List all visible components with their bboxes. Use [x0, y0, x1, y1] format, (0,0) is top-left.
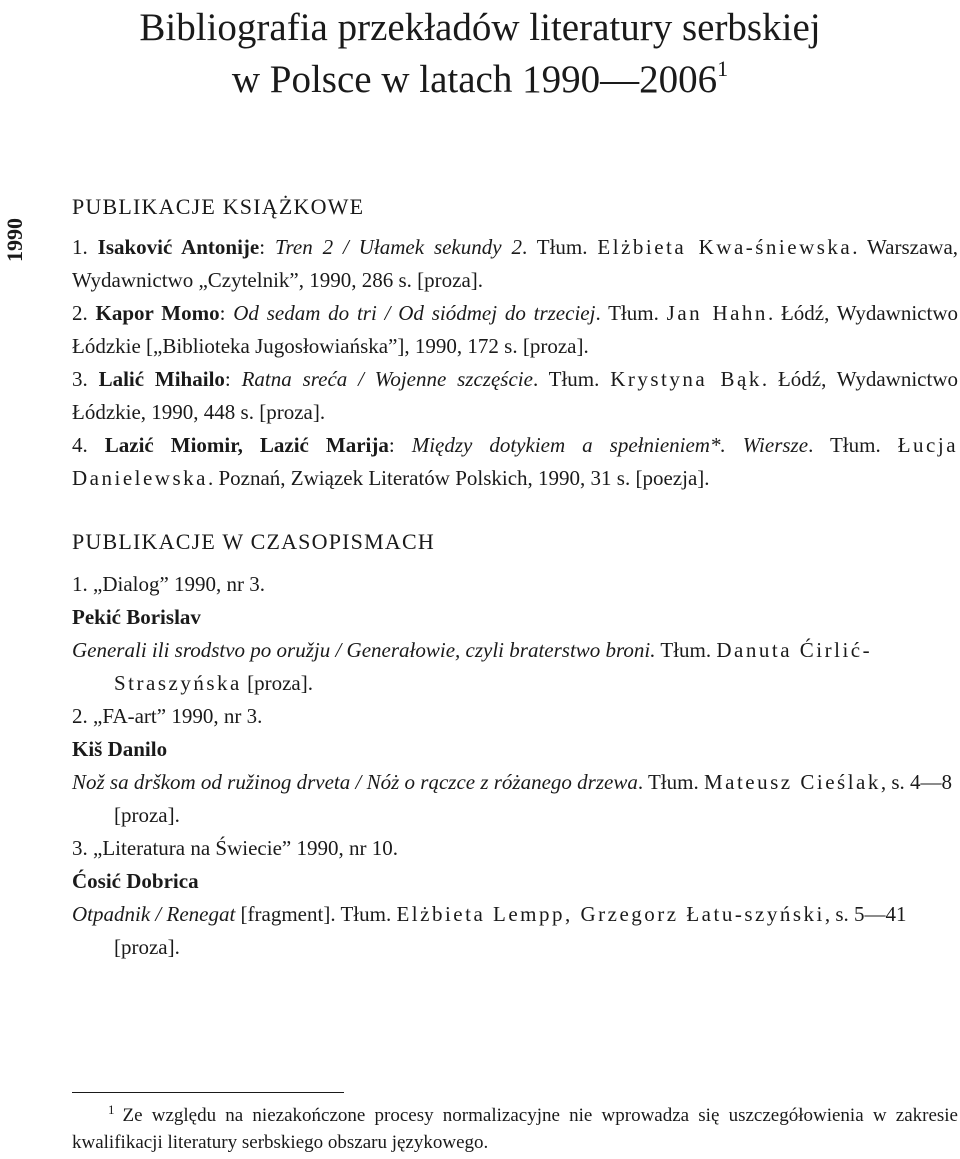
book-entry: 3. Lalić Mihailo: Ratna sreća / Wojenne szczęście. Tłum. Krystyna Bąk. Łódź, Wydawnictwo Łódzkie, 1990, 448 s. [proza]. [72, 367, 958, 424]
title-line-2: w Polsce w latach 1990—2006 [231, 58, 718, 101]
journal-author: Kiš Danilo [72, 737, 168, 761]
journal-title: Generali ili srodstvo po oružju / Generałowie, czyli braterstwo broni. [72, 638, 656, 662]
bibliography-content [72, 190, 958, 964]
footnote-number: 1 [108, 1102, 115, 1117]
journal-work: Generali ili srodstvo po oružju / Generałowie, czyli braterstwo broni. Tłum. Danuta Ćirlić-Straszyńska [proza]. [72, 638, 873, 695]
entry-title: Od sedam do tri / Od siódmej do trzeciej [233, 301, 596, 325]
journal-translator: Danuta Ćirlić-Straszyńska [114, 638, 873, 695]
entry-title: Między dotykiem a spełnieniem*. Wiersze [411, 433, 809, 457]
title-footnote-ref: 1 [717, 56, 729, 81]
footnote-text: Ze względu na niezakończone procesy normalizacyjne nie wprowadza się uszczegółowienia w zakresie kwalifikacji literatury serbskiego obszaru językowego. [72, 1105, 958, 1153]
journal-source: 2. „FA-art” 1990, nr 3. [72, 704, 263, 728]
journal-title: Nož sa drškom od ružinog drveta / Nóż o rączce z różanego drzewa [72, 770, 638, 794]
entry-author: Kapor Momo [95, 301, 220, 325]
entry-publication: Łódź, Wydawnictwo Łódzkie, 1990, 448 s. [proza]. [72, 367, 958, 424]
journal-entry [72, 832, 958, 964]
footnote [72, 1102, 958, 1156]
entry-publication: Warszawa, Wydawnictwo „Czytelnik”, 1990, 286 s. [proza]. [72, 235, 959, 292]
journal-work: Nož sa drškom od ružinog drveta / Nóż o rączce z różanego drzewa. Tłum. Mateusz Cieślak, s. 4—8 [proza]. [72, 770, 953, 827]
entry-title: Ratna sreća / Wojenne szczęście [241, 367, 533, 391]
entry-translator: Jan Hahn [666, 301, 768, 325]
book-entry: 1. Isaković Antonije: Tren 2 / Ułamek sekundy 2. Tłum. Elżbieta Kwa-śniewska. Warszawa, Wydawnictwo „Czytelnik”, 1990, 286 s. [proza]. [72, 235, 959, 292]
title-line-1: Bibliografia przekładów literatury serbskiej [139, 6, 821, 49]
book-entry: 4. Lazić Miomir, Lazić Marija: Między dotykiem a spełnieniem*. Wiersze. Tłum. Łucja Danielewska. Poznań, Związek Literatów Polskich, 1990, 31 s. [poezja]. [72, 433, 959, 490]
entry-publication: Łódź, Wydawnictwo Łódzkie [„Biblioteka Jugosłowiańska”], 1990, 172 s. [proza]. [72, 301, 958, 358]
section-heading-books: PUBLIKACJE KSIĄŻKOWE [72, 194, 365, 219]
page-title [0, 2, 960, 106]
journal-author: Ćosić Dobrica [72, 869, 199, 893]
year-marker: 1990 [2, 218, 27, 262]
journal-translator: Mateusz Cieślak [703, 770, 881, 794]
journal-translator: Elżbieta Lempp, Grzegorz Łatu-szyński [396, 902, 825, 926]
journal-source: 3. „Literatura na Świecie” 1990, nr 10. [72, 836, 398, 860]
entry-author: Isaković Antonije [97, 235, 260, 259]
journal-entry [72, 568, 958, 700]
footnote-divider [72, 1092, 344, 1093]
entry-title: Tren 2 / Ułamek sekundy 2 [274, 235, 522, 259]
journal-entry [72, 700, 958, 832]
journal-source: 1. „Dialog” 1990, nr 3. [72, 572, 266, 596]
journal-author: Pekić Borislav [72, 605, 201, 629]
entry-author: Lalić Mihailo [98, 367, 225, 391]
journal-work: Otpadnik / Renegat [fragment]. Tłum. Elżbieta Lempp, Grzegorz Łatu-szyński, s. 5—41 [proza]. [72, 902, 907, 959]
section-heading-journals: PUBLIKACJE W CZASOPISMACH [72, 529, 435, 554]
book-entry: 2. Kapor Momo: Od sedam do tri / Od siódmej do trzeciej. Tłum. Jan Hahn. Łódź, Wydawnictwo Łódzkie [„Biblioteka Jugosłowiańska”], 1990, 172 s. [proza]. [72, 301, 958, 358]
journal-title: Otpadnik / Renegat [72, 902, 236, 926]
entry-translator: Elżbieta Kwa-śniewska [597, 235, 853, 259]
entry-translator: Krystyna Bąk [610, 367, 762, 391]
entry-author: Lazić Miomir, Lazić Marija [104, 433, 389, 457]
entry-translator: Łucja Danielewska [72, 433, 959, 490]
entry-publication: Poznań, Związek Literatów Polskich, 1990, 31 s. [poezja]. [218, 466, 710, 490]
